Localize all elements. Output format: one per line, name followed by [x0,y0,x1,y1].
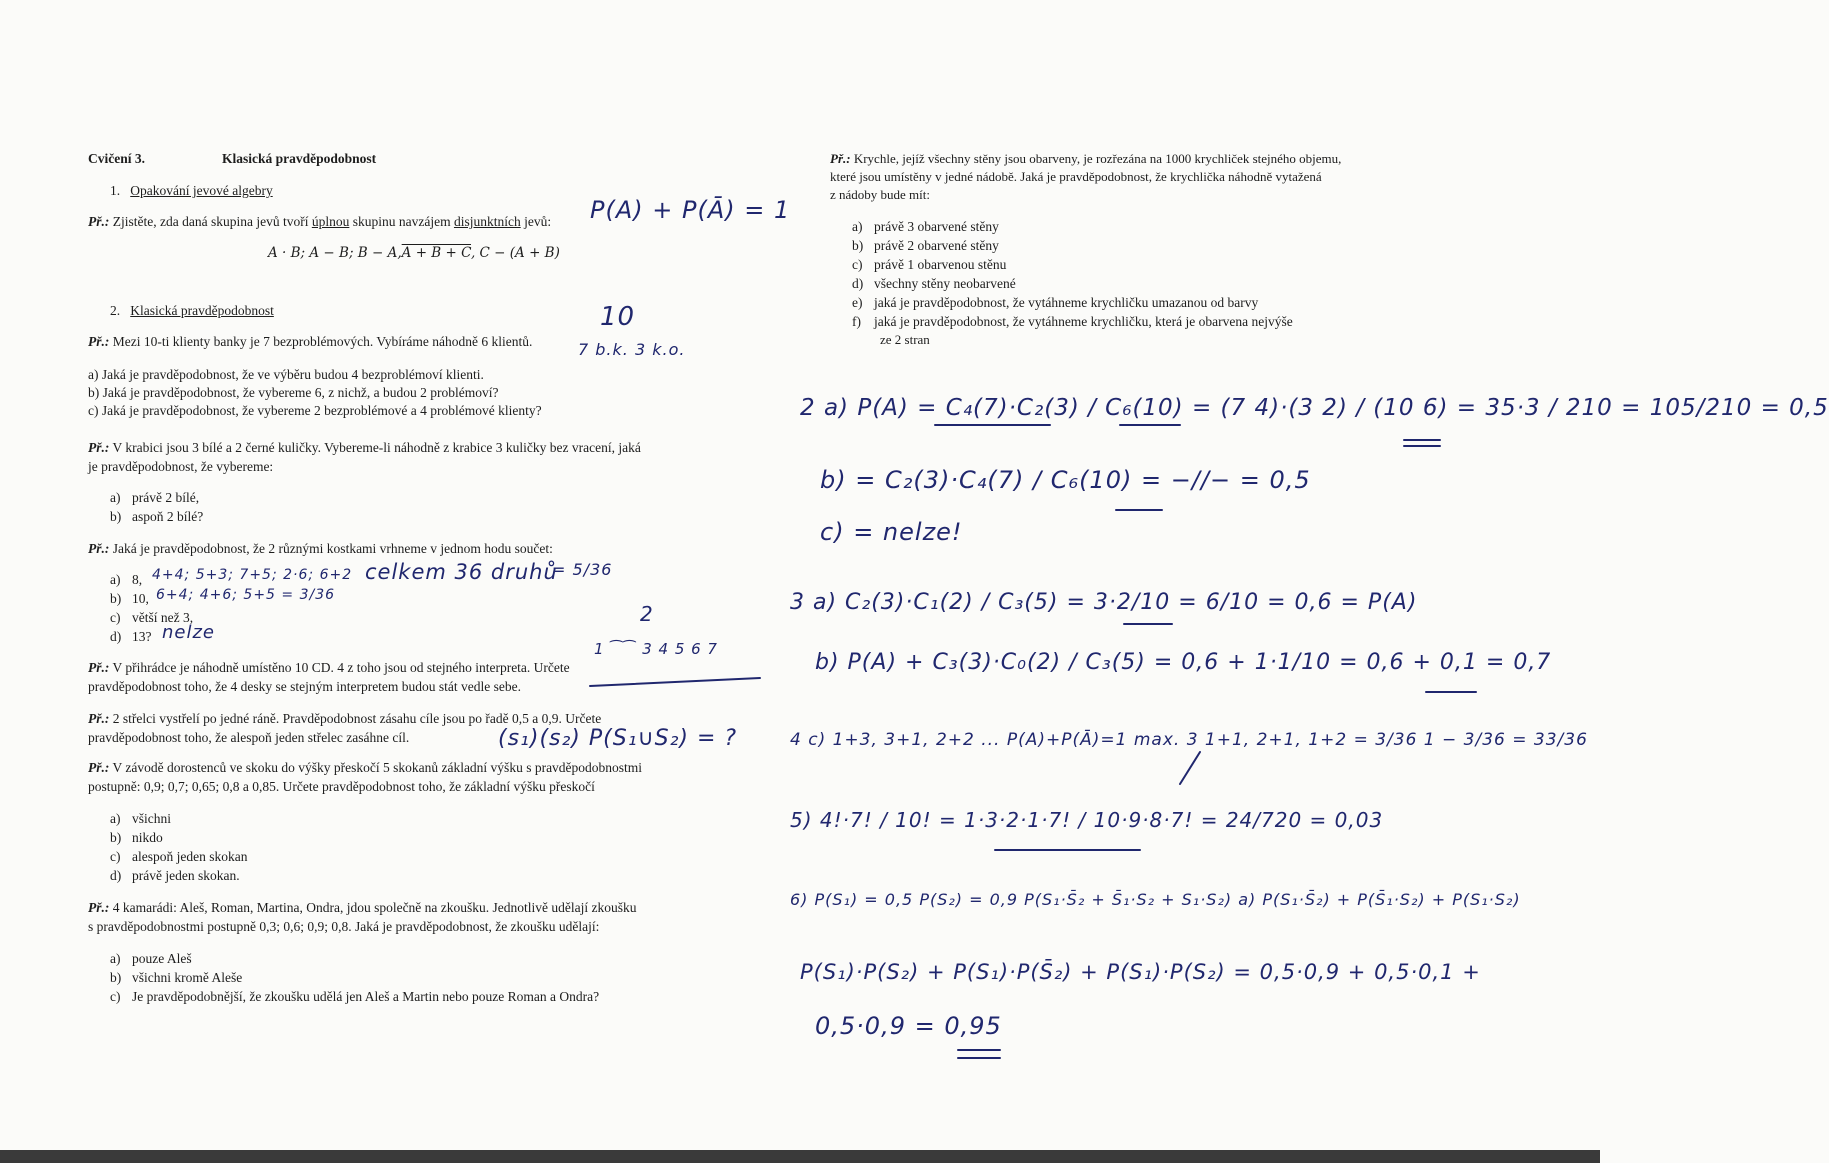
option-f-continued: ze 2 stran [880,332,930,347]
handwritten-note: nelze [162,622,216,643]
option [110,571,142,589]
section-title: Opakování jevové algebry [130,183,273,198]
option-text: 8, [132,572,143,587]
page-title: Klasická pravděpodobnost [222,151,377,166]
option-text: jaká je pravděpodobnost, že vytáhneme krychličku, která je obarvena nejvýše [874,314,1293,329]
problem-7 [88,759,642,777]
option [110,590,149,608]
problem-text: Jaká je pravděpodobnost, že 2 různými kostkami vrhneme v jednom hodu součet: [112,541,553,556]
option [110,988,599,1006]
option [852,294,1258,312]
solution-6a: 6) P(S₁) = 0,5 P(S₂) = 0,9 P(S₁·S̄₂ + S̄₁·S₂ + S₁·S₂) a) P(S₁·S̄₂) + P(S̄₁·S₂) + P(S₁·S₂) [790,890,1521,909]
solution-2a: 2 a) P(A) = C₄(7)·C₂(3) / C₆(10) = (7 4)·(3 2) / (10 6) = 35·3 / 210 = 105/210 = 0,5 [800,395,1829,421]
handwritten-note: (s₁)(s₂) P(S₁∪S₂) = ? [498,726,738,751]
option [852,237,999,255]
solution-6c: 0,5·0,9 = 0,95 [815,1012,1002,1040]
option [110,508,203,526]
solution-2b: b) = C₂(3)·C₄(7) / C₆(10) = −//− = 0,5 [820,466,1311,494]
option-label: d) [110,868,122,883]
problem-2 [88,333,532,351]
option [110,829,163,847]
handwritten-note: 1 ⁀⁀ 3 4 5 6 7 [594,640,718,658]
option [110,867,240,885]
option [852,313,1293,331]
slash-mark [1180,752,1200,784]
option-label: a) [110,490,121,505]
option-text: právě 2 obarvené stěny [874,238,999,253]
option-text: právě 2 bílé, [132,490,200,505]
option [852,256,1006,274]
problem-2-b: b) Jaká je pravděpodobnost, že vybereme 6, z nichž, a budou 2 problémoví? [88,385,499,400]
option-label: a) [110,811,121,826]
section-number: 2. [110,303,121,318]
problem-3 [88,439,641,457]
option [110,848,247,866]
double-underline [958,1050,1000,1058]
problem-text: 2 střelci vystřelí po jedné ráně. Pravděpodobnost zásahu cíle jsou po řadě 0,5 a 0,9. Určete [112,711,602,726]
problem-8 [88,899,637,917]
problem-6-line-2: pravděpodobnost toho, že alespoň jeden střelec zasáhne cíl. [88,730,410,745]
formula-part: A · B; A − B; B − A, [268,245,402,261]
option-text: všichni [132,811,171,826]
problem-label: Př.: [88,711,110,726]
option-label: c) [110,610,121,625]
option-label: b) [110,830,122,845]
handwritten-note: 6+4; 4+6; 5+5 = 3/36 [156,587,336,603]
option-label: a) [852,219,863,234]
option [852,218,999,236]
option-label: d) [110,629,122,644]
option-text: všechny stěny neobarvené [874,276,1016,291]
option [852,275,1016,293]
cube-problem [830,150,1341,168]
problem-label: Př.: [88,660,110,675]
problem-5-line-2: pravděpodobnost toho, že 4 desky se stejným interpretem budou stát vedle sebe. [88,679,522,694]
option-text: právě 3 obarvené stěny [874,219,999,234]
solution-3b: b) P(A) + C₃(3)·C₀(2) / C₃(5) = 0,6 + 1·1/10 = 0,6 + 0,1 = 0,7 [815,650,1552,675]
problem-label: Př.: [88,214,110,229]
solution-3a: 3 a) C₂(3)·C₁(2) / C₃(5) = 3·2/10 = 6/10 = 0,6 = P(A) [790,590,1418,615]
problem-label: Př.: [88,334,110,349]
problem-text: jevů: [520,214,552,229]
handwritten-note: 2 [640,602,654,626]
problem-label: Př.: [88,900,110,915]
cube-problem-line-3: z nádoby bude mít: [830,187,931,202]
section-number: 1. [110,183,121,198]
handwritten-note: = 5/36 [552,560,613,579]
problem-2-c: c) Jaká je pravděpodobnost, že vybereme 2 bezproblémové a 4 problémové klienty? [88,403,542,418]
problem-text: disjunktních [453,214,521,229]
formula-part: A + B + C [401,245,471,261]
handwritten-note: 7 b.k. 3 k.o. [578,340,686,359]
option-label: e) [852,295,863,310]
problem-5 [88,659,570,677]
option [110,969,242,987]
option-label: d) [852,276,864,291]
scan-edge [0,1150,1600,1163]
option-label: b) [110,970,122,985]
option-text: právě 1 obarvenou stěnu [874,257,1007,272]
option-text: alespoň jeden skokan [132,849,248,864]
section-1-heading [110,182,273,200]
problem-7-line-2: postupně: 0,9; 0,7; 0,65; 0,8 a 0,85. Určete pravděpodobnost toho, že základní výšku přeskočí [88,779,595,794]
solution-5: 5) 4!·7! / 10! = 1·3·2·1·7! / 10·9·8·7! = 24/720 = 0,03 [790,808,1384,832]
exercise-label: Cvičení 3. [88,151,145,166]
problem-label: Př.: [88,541,110,556]
problem-8-line-2: s pravděpodobnostmi postupně 0,3; 0,6; 0,9; 0,8. Jaká je pravděpodobnost, že zkoušku udělají: [88,919,600,934]
problem-text: V přihrádce je náhodně umístěno 10 CD. 4 z toho jsou od stejného interpreta. Určete [112,660,570,675]
problem-3-line-2: je pravděpodobnost, že vybereme: [88,459,274,474]
cd-sketch-line [590,678,760,686]
section-2-heading [110,302,274,320]
option-label: a) [110,951,121,966]
problem-text: Krychle, jejíž všechny stěny jsou obarveny, je rozřezána na 1000 krychliček stejného objemu, [853,151,1342,166]
problem-2-a: a) Jaká je pravděpodobnost, že ve výběru budou 4 bezproblémoví klienti. [88,367,484,382]
solution-4: 4 c) 1+3, 3+1, 2+2 ... P(A)+P(Ā)=1 max. 3 1+1, 2+1, 1+2 = 3/36 1 − 3/36 = 33/36 [790,730,1588,750]
option-text: aspoň 2 bílé? [132,509,204,524]
problem-text: Zjistěte, zda daná skupina jevů tvoří [112,214,312,229]
option-label: c) [110,849,121,864]
solution-6b: P(S₁)·P(S₂) + P(S₁)·P(S̄₂) + P(S₁)·P(S₂) = 0,5·0,9 + 0,5·0,1 + [800,960,1481,984]
problem-4 [88,540,553,558]
option [110,489,199,507]
solution-2c: c) = nelze! [820,518,963,546]
formula-part: , C − (A + B) [470,245,560,261]
problem-text: skupinu navzájem [349,214,454,229]
section-title: Klasická pravděpodobnost [130,303,274,318]
problem-label: Př.: [830,151,851,166]
option-label: c) [110,989,121,1004]
handwritten-note: 10 [600,302,636,332]
problem-label: Př.: [88,440,110,455]
problem-1 [88,213,551,231]
option-text: 10, [132,591,149,606]
problem-text: 4 kamarádi: Aleš, Roman, Martina, Ondra, jdou společně na zkoušku. Jednotlivě udělají zkoušku [112,900,637,915]
cube-problem-line-2: které jsou umístěny v jedné nádobě. Jaká je pravděpodobnost, že krychlička náhodně vytažená [830,169,1322,184]
option-label: b) [110,509,122,524]
event-formula [268,244,560,262]
option-text: všichni kromě Aleše [132,970,243,985]
problem-label: Př.: [88,760,110,775]
handwritten-note: celkem 36 druhů [365,560,558,584]
double-underline [1404,440,1440,446]
option-text: Je pravděpodobnější, že zkoušku udělá jen Aleš a Martin nebo pouze Roman a Ondra? [132,989,600,1004]
option-label: a) [110,572,121,587]
problem-text: úplnou [311,214,350,229]
option [110,950,192,968]
option-text: pouze Aleš [132,951,192,966]
option [110,628,152,646]
option-label: b) [852,238,864,253]
problem-text: V krabici jsou 3 bílé a 2 černé kuličky. Vybereme-li náhodně z krabice 3 kuličky bez vracení, jaká [112,440,641,455]
option-text: 13? [132,629,152,644]
option-label: b) [110,591,122,606]
option [110,810,171,828]
option-label: f) [852,314,861,329]
problem-text: V závodě dorostenců ve skoku do výšky přeskočí 5 skokanů základní výšku s pravděpodobnostmi [112,760,643,775]
option-text: jaká je pravděpodobnost, že vytáhneme krychličku umazanou od barvy [874,295,1259,310]
handwritten-note: 4+4; 5+3; 7+5; 2·6; 6+2 [152,567,353,583]
handwritten-note: P(A) + P(Ā) = 1 [590,196,791,224]
problem-text: Mezi 10-ti klienty banky je 7 bezproblémových. Vybíráme náhodně 6 klientů. [112,334,533,349]
option-text: větší než 3, [132,610,194,625]
option-text: právě jeden skokan. [132,868,240,883]
option-text: nikdo [132,830,163,845]
option-label: c) [852,257,863,272]
